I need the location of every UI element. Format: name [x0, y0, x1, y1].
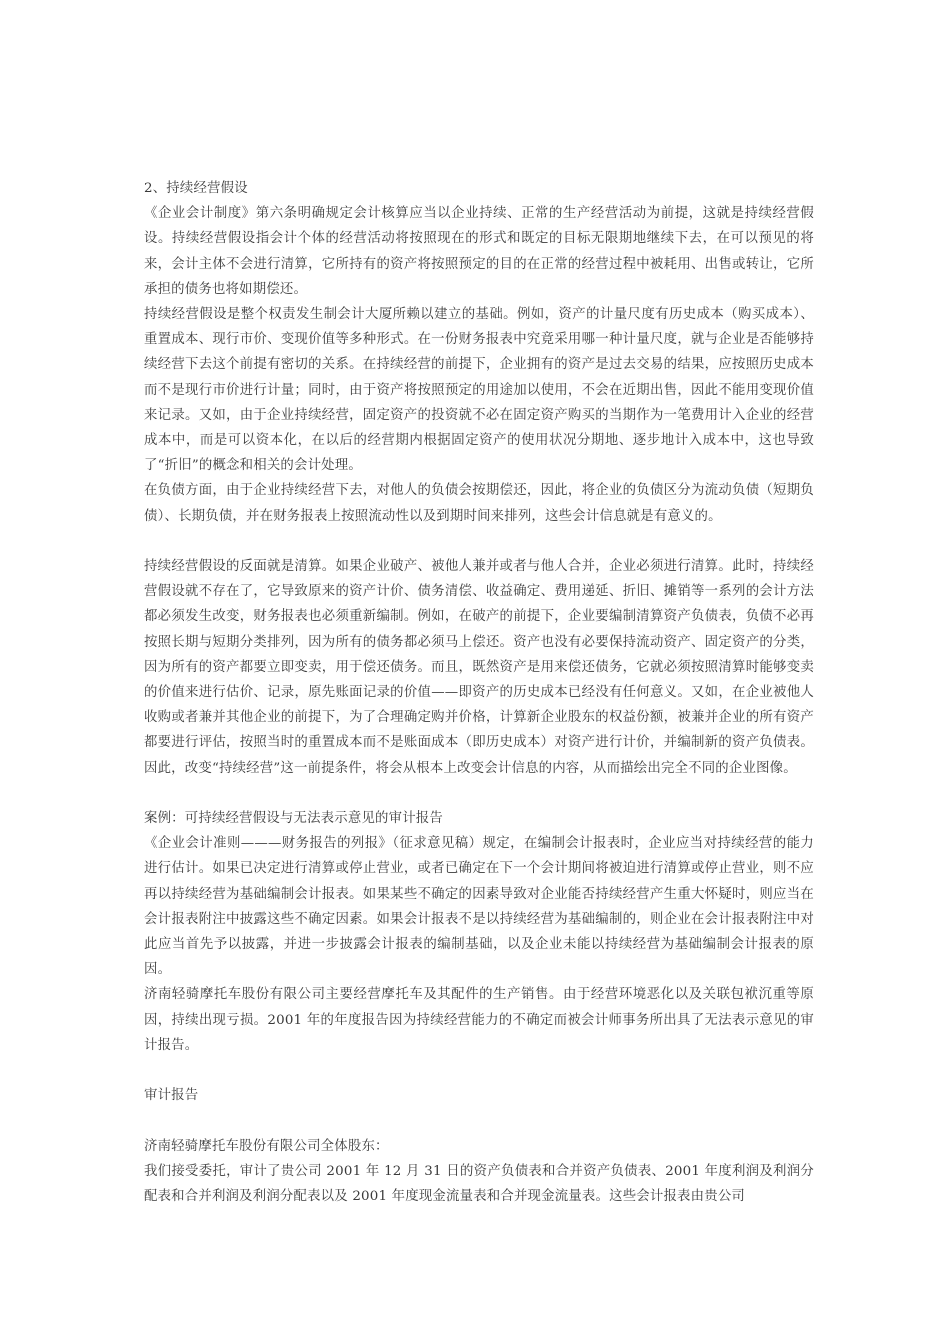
audit-report-heading: 审计报告 — [144, 1088, 199, 1104]
paragraph-audit-scope: 我们接受委托，审计了贵公司 2001 年 12 月 31 日的资产负债表和合并资产负债表、2001 年度利润及利润分配表和合并利润及利润分配表以及 2001 年度现金流量表和合并现金流量表。这些会计报表由贵公司 — [144, 1163, 814, 1205]
spacer — [144, 1108, 814, 1133]
paragraph-going-concern-definition: 《企业会计制度》第六条明确规定会计核算应当以企业持续、正常的生产经营活动为前提，这就是持续经营假设。持续经营假设指会计个体的经营活动将按照现在的形式和既定的目标无限期地继续下去，在可以预见的将来，会计主体不会进行清算，它所持有的资产将按照预定的目的在正常的经营过程中被耗用、出售或转让，它所承担的债务也将如期偿还。 — [144, 206, 814, 297]
paragraph-company-case: 济南轻骑摩托车股份有限公司主要经营摩托车及其配件的生产销售。由于经营环境恶化以及关联包袱沉重等原因，持续出现亏损。2001 年的年度报告因为持续经营能力的不确定而被会计师事务所出具了无法表示意见的审计报告。 — [144, 987, 814, 1053]
spacer — [144, 781, 814, 806]
paragraph-standard: 《企业会计准则———财务报告的列报》（征求意见稿）规定，在编制会计报表时，企业应当对持续经营的能力进行估计。如果已决定进行清算或停止营业，或者已确定在下一个会计期间将被迫进行清算或停止营业，则不应再以持续经营为基础编制会计报表。如果某些不确定的因素导致对企业能否持续经营产生重大怀疑时，则应当在会计报表附注中披露这些不确定因素。如果会计报表不是以持续经营为基础编制的，则企业在会计报表附注中对此应当首先予以披露，并进一步披露会计报表的编制基础，以及企业未能以持续经营为基础编制会计报表的原因。 — [144, 836, 814, 978]
paragraph-accrual-basis: 持续经营假设是整个权责发生制会计大厦所赖以建立的基础。例如，资产的计量尺度有历史成本（购买成本）、重置成本、现行市价、变现价值等多种形式。在一份财务报表中究竟采用哪一种计量尺度，就与企业是否能够持续经营下去这个前提有密切的关系。在持续经营的前提下，企业拥有的资产是过去交易的结果，应按照历史成本而不是现行市价进行计量；同时，由于资产将按照预定的用途加以使用，不会在近期出售，因此不能用变现价值来记录。又如，由于企业持续经营，固定资产的投资就不必在固定资产购买的当期作为一笔费用计入企业的经营成本中，而是可以资本化，在以后的经营期内根据固定资产的使用状况分期地、逐步地计入成本中，这也导致了“折旧”的概念和相关的会计处理。 — [144, 307, 814, 474]
section-heading: 2、持续经营假设 — [144, 181, 248, 196]
spacer — [144, 529, 814, 554]
audit-salutation: 济南轻骑摩托车股份有限公司全体股东： — [144, 1138, 389, 1154]
case-heading: 案例：可持续经营假设与无法表示意见的审计报告 — [144, 811, 443, 827]
paragraph-liabilities: 在负债方面，由于企业持续经营下去，对他人的负债会按期偿还，因此，将企业的负债区分为流动负债（短期负债）、长期负债，并在财务报表上按照流动性以及到期时间来排列，这些会计信息就是有意义的。 — [144, 483, 814, 524]
paragraph-liquidation: 持续经营假设的反面就是清算。如果企业破产、被他人兼并或者与他人合并，企业必须进行清算。此时，持续经营假设就不存在了，它导致原来的资产计价、债务清偿、收益确定、费用递延、折旧、摊销等一系列的会计方法都必须发生改变，财务报表也必须重新编制。例如，在破产的前提下，企业要编制清算资产负债表，负债不必再按照长期与短期分类排列，因为所有的债务都必须马上偿还。资产也没有必要保持流动资产、固定资产的分类，因为所有的资产都要立即变卖，用于偿还债务。而且，既然资产是用来偿还债务，它就必须按照清算时能够变卖的价值来进行估价、记录，原先账面记录的价值——即资产的历史成本已经没有任何意义。又如，在企业被他人收购或者兼并其他企业的前提下，为了合理确定购并价格，计算新企业股东的权益份额，被兼并企业的所有资产都要进行评估，按照当时的重置成本而不是账面成本（即历史成本）对资产进行计价，并编制新的资产负债表。因此，改变“持续经营”这一前提条件，将会从根本上改变会计信息的内容，从而描绘出完全不同的企业图像。 — [144, 559, 814, 776]
spacer — [144, 1058, 814, 1083]
document-body — [144, 176, 814, 1209]
